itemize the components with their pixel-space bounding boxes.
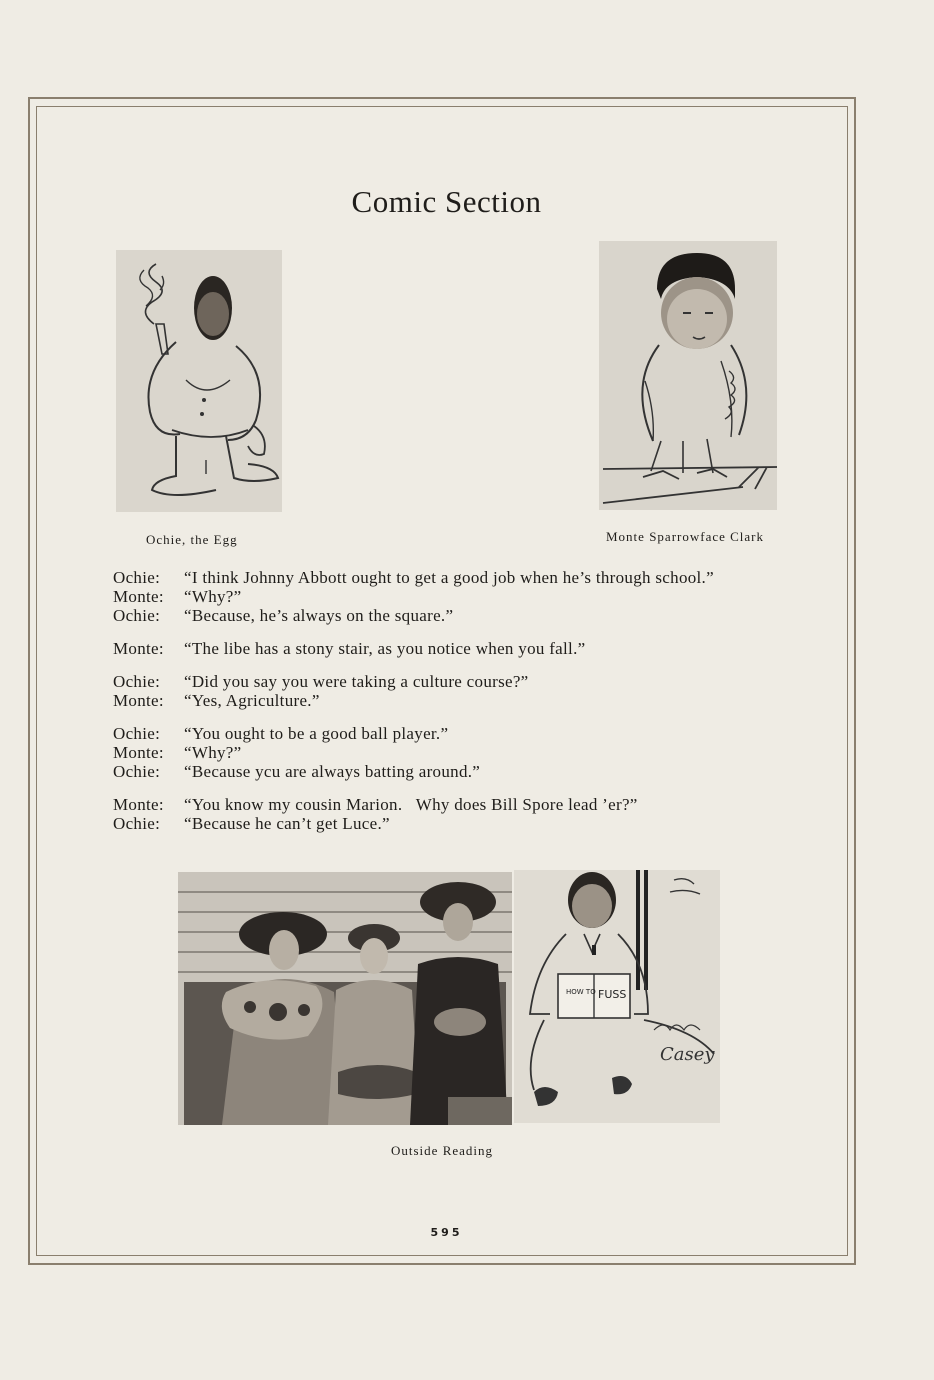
dialogue-line xyxy=(113,587,813,606)
dialogue-line xyxy=(113,568,813,587)
dialogue-group xyxy=(113,795,813,833)
dialogue-line xyxy=(113,762,813,781)
dialogue-group xyxy=(113,639,813,658)
speaker: Monte: xyxy=(113,691,164,710)
dialogue-line xyxy=(113,814,813,833)
dialogue-group xyxy=(113,724,813,781)
monte-caption: Monte Sparrowface Clark xyxy=(606,529,765,544)
quote: “You ought to be a good ball player.” xyxy=(184,724,449,743)
quote: “You know my cousin Marion. Why does Bill Spore lead ’er?” xyxy=(184,795,638,814)
quote: “Why?” xyxy=(184,587,242,606)
speaker: Ochie: xyxy=(113,724,161,743)
quote: “The libe has a stony stair, as you notice when you fall.” xyxy=(184,639,586,658)
dialogue-block xyxy=(113,568,813,847)
quote: “Did you say you were taking a culture course?” xyxy=(184,672,529,691)
monte-sparrowface-illustration xyxy=(599,241,777,510)
three-women-photo xyxy=(178,872,512,1125)
speaker: Ochie: xyxy=(113,814,161,833)
speaker: Monte: xyxy=(113,587,164,606)
dialogue-group xyxy=(113,568,813,625)
dialogue-line xyxy=(113,639,813,658)
speaker: Ochie: xyxy=(113,568,161,587)
man-reading-sketch xyxy=(514,870,720,1123)
speaker: Monte: xyxy=(113,795,164,814)
artist-signature: Casey xyxy=(660,1044,715,1065)
quote: “Why?” xyxy=(184,743,242,762)
quote: “Because he can’t get Luce.” xyxy=(184,814,390,833)
speaker: Monte: xyxy=(113,639,164,658)
dialogue-line xyxy=(113,743,813,762)
dialogue-line xyxy=(113,724,813,743)
speaker: Ochie: xyxy=(113,672,161,691)
dialogue-line xyxy=(113,672,813,691)
bottom-caption: Outside Reading xyxy=(391,1143,494,1158)
page-title: Comic Section xyxy=(351,184,542,219)
dialogue-line xyxy=(113,795,813,814)
book-title-main: FUSS xyxy=(598,988,627,1001)
book-title-small: HOW TO xyxy=(566,988,596,996)
page-number: 595 xyxy=(430,1226,463,1239)
dialogue-line xyxy=(113,606,813,625)
speaker: Ochie: xyxy=(113,762,161,781)
speaker: Monte: xyxy=(113,743,164,762)
quote: “Yes, Agriculture.” xyxy=(184,691,320,710)
ochie-egg-illustration xyxy=(116,250,282,512)
quote: “Because ycu are always batting around.” xyxy=(184,762,481,781)
quote: “I think Johnny Abbott ought to get a good job when he’s through school.” xyxy=(184,568,714,587)
quote: “Because, he’s always on the square.” xyxy=(184,606,454,625)
ochie-caption: Ochie, the Egg xyxy=(146,532,238,547)
dialogue-line xyxy=(113,691,813,710)
speaker: Ochie: xyxy=(113,606,161,625)
dialogue-group xyxy=(113,672,813,710)
